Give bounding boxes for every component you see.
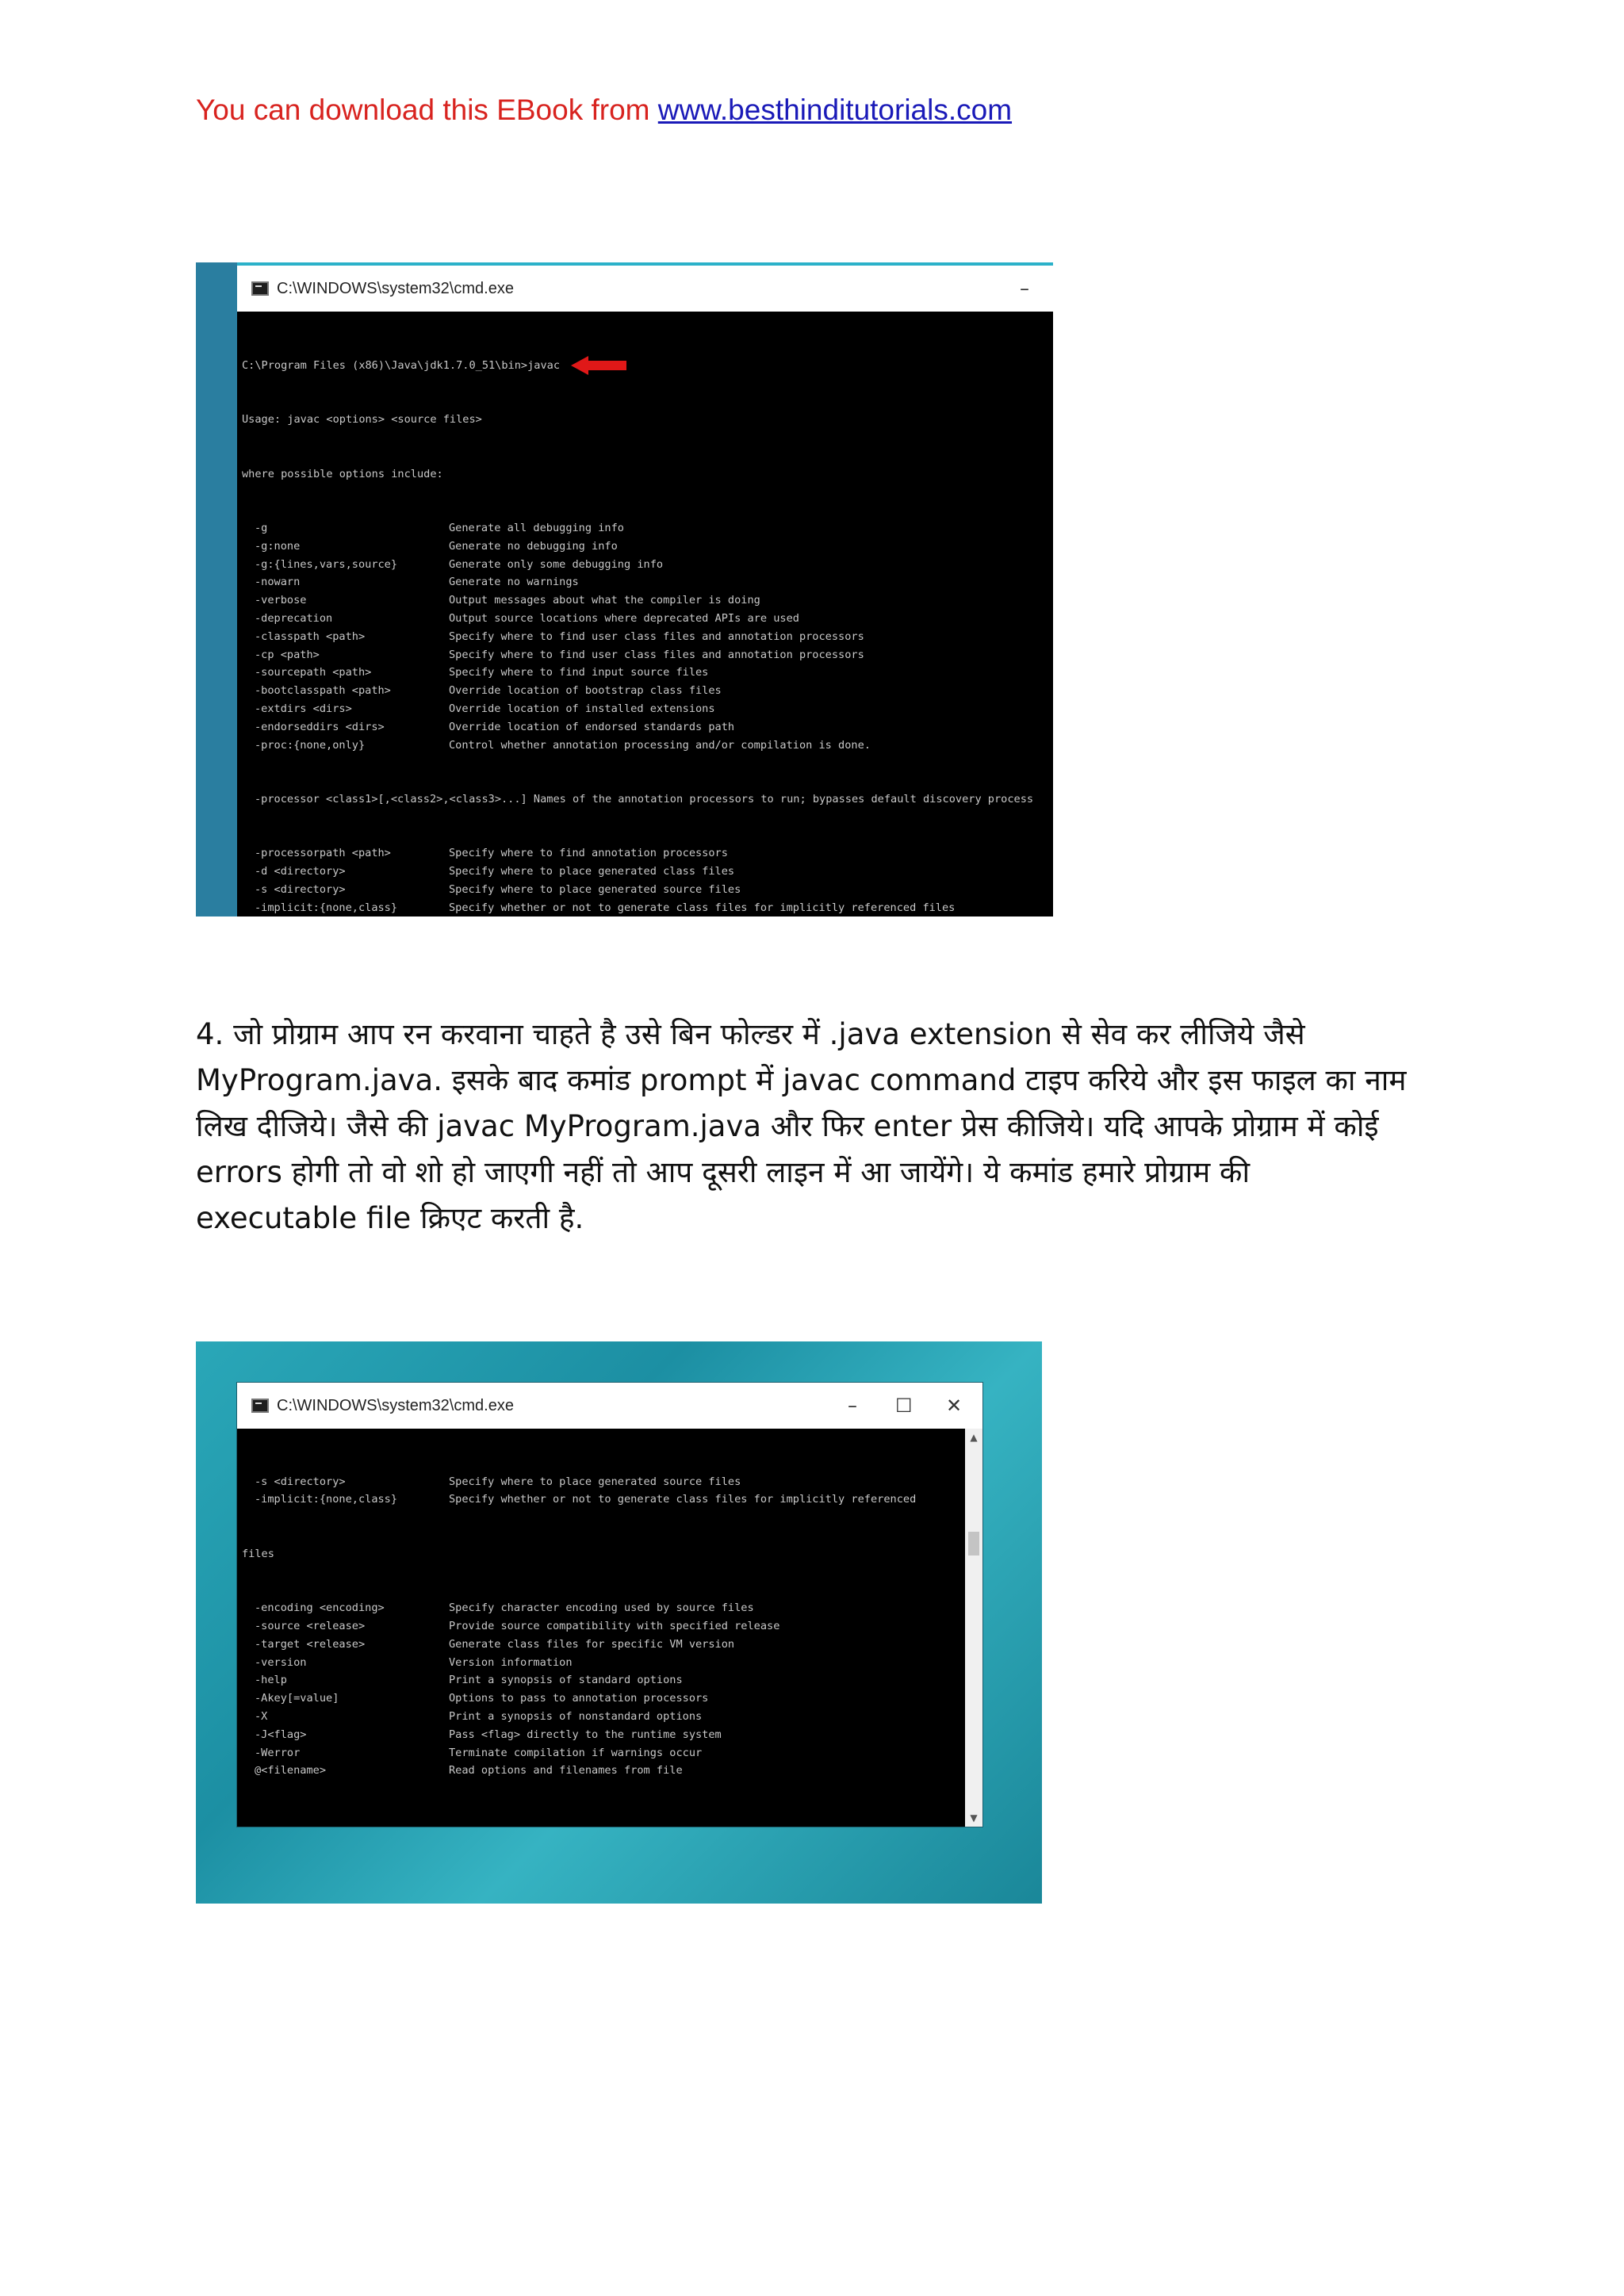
- option-row: [242, 1726, 960, 1744]
- option-row: [242, 863, 1048, 881]
- option-row: [242, 538, 1048, 556]
- prompt-command: C:\Program Files (x86)\Java\jdk1.7.0_51\bin>javac: [242, 358, 561, 372]
- option-description: Print a synopsis of nonstandard options: [449, 1709, 703, 1723]
- option-row: [242, 664, 1048, 682]
- cmd-window: [237, 1383, 982, 1827]
- option-description: Version information: [449, 1655, 573, 1669]
- option-flag: -nowarn: [255, 576, 301, 589]
- option-description: Specify where to place generated class files: [449, 865, 735, 878]
- option-row: [242, 1708, 960, 1726]
- option-row: [242, 682, 1048, 700]
- cmd-screenshot-javac-options: [196, 262, 1053, 916]
- option-flag: -g:{lines,vars,source}: [255, 557, 398, 571]
- usage-line: Usage: javac <options> <source files>: [242, 413, 482, 427]
- cmd-window: [237, 266, 1053, 916]
- option-description: Specify where to find annotation processors: [449, 847, 728, 860]
- option-description: Generate all debugging info: [449, 521, 624, 534]
- red-arrow-icon: [571, 356, 588, 375]
- option-flag: -J<flag>: [255, 1728, 307, 1741]
- option-row: [242, 610, 1048, 628]
- option-row: [242, 844, 1048, 863]
- cmd-app-icon: [251, 281, 269, 296]
- option-flag: -encoding <encoding>: [255, 1601, 385, 1615]
- options-list-2: [242, 844, 1048, 916]
- option-description: Specify where to place generated source files: [449, 1475, 741, 1488]
- scroll-up-icon[interactable]: ▲: [970, 1432, 978, 1443]
- option-description: Specify whether or not to generate class files for implicitly referenced: [449, 1493, 917, 1506]
- cmd-screenshot-javac-compile: [196, 1341, 1042, 1904]
- blank-line: [242, 1816, 960, 1827]
- option-flag: -g: [255, 521, 268, 534]
- option-row: [242, 881, 1048, 899]
- scroll-down-icon[interactable]: ▼: [970, 1812, 978, 1823]
- processor-line: -processor <class1>[,<class2>,<class3>...] Names of the annotation processors to run; bypasses default discovery process: [255, 792, 1034, 806]
- console-output: [237, 312, 1053, 916]
- option-description: Output source locations where deprecated APIs are used: [449, 611, 799, 625]
- cmd-window-title: C:\WINDOWS\system32\cmd.exe: [277, 1396, 514, 1414]
- option-flag: -sourcepath <path>: [255, 666, 372, 679]
- cmd-window-title: C:\WINDOWS\system32\cmd.exe: [277, 279, 514, 297]
- download-notice: [196, 94, 1012, 127]
- option-flag: -extdirs <dirs>: [255, 702, 352, 715]
- option-description: Override location of installed extensions: [449, 702, 715, 715]
- option-description: Override location of endorsed standards path: [449, 720, 735, 733]
- option-description: Print a synopsis of standard options: [449, 1674, 683, 1687]
- option-description: Read options and filenames from file: [449, 1764, 683, 1777]
- option-description: Specify character encoding used by source files: [449, 1601, 754, 1615]
- option-description: Provide source compatibility with specified release: [449, 1619, 780, 1632]
- option-flag: -deprecation: [255, 611, 333, 625]
- option-row: [242, 718, 1048, 737]
- option-row: [242, 1689, 960, 1708]
- minimize-button[interactable]: –: [848, 1395, 857, 1417]
- option-row: [242, 519, 1048, 538]
- option-row: [242, 1671, 960, 1689]
- option-flag: -d <directory>: [255, 865, 346, 878]
- option-description: Generate no warnings: [449, 576, 579, 589]
- options-list: [242, 519, 1048, 754]
- option-flag: -X: [255, 1709, 268, 1723]
- option-row: [242, 573, 1048, 591]
- option-description: Override location of bootstrap class files: [449, 684, 722, 698]
- options-list-2: [242, 1599, 960, 1780]
- option-row: [242, 556, 1048, 574]
- option-flag: -Akey[=value]: [255, 1692, 339, 1705]
- option-row: [242, 1473, 960, 1491]
- option-flag: -s <directory>: [255, 1475, 346, 1488]
- option-flag: -implicit:{none,class}: [255, 901, 398, 914]
- option-row: [242, 1744, 960, 1762]
- scroll-thumb[interactable]: [968, 1532, 979, 1556]
- cmd-titlebar: [237, 266, 1053, 312]
- option-flag: -classpath <path>: [255, 629, 366, 643]
- options-intro-line: where possible options include:: [242, 467, 443, 480]
- option-description: Options to pass to annotation processors: [449, 1692, 709, 1705]
- cmd-titlebar: [237, 1383, 982, 1429]
- maximize-button[interactable]: ☐: [895, 1395, 913, 1417]
- option-row: [242, 1636, 960, 1654]
- option-row: [242, 700, 1048, 718]
- option-description: Specify where to find user class files and annotation processors: [449, 629, 864, 643]
- option-description: Specify whether or not to generate class files for implicitly referenced files: [449, 901, 956, 914]
- option-flag: -g:none: [255, 539, 301, 553]
- option-description: Generate no debugging info: [449, 539, 618, 553]
- option-row: [242, 899, 1048, 916]
- option-flag: -source <release>: [255, 1619, 366, 1632]
- option-flag: -proc:{none,only}: [255, 738, 366, 752]
- option-flag: -verbose: [255, 594, 307, 607]
- desktop-background: [196, 262, 237, 916]
- option-flag: -version: [255, 1655, 307, 1669]
- option-row: [242, 1617, 960, 1636]
- option-description: Control whether annotation processing and/or compilation is done.: [449, 738, 871, 752]
- option-description: Terminate compilation if warnings occur: [449, 1746, 703, 1759]
- option-flag: -endorseddirs <dirs>: [255, 720, 385, 733]
- option-row: [242, 1599, 960, 1617]
- option-description: Specify where to find user class files and annotation processors: [449, 648, 864, 661]
- option-row: [242, 1654, 960, 1672]
- option-row: [242, 591, 1048, 610]
- option-row: [242, 1490, 960, 1509]
- options-list: [242, 1473, 960, 1510]
- website-link[interactable]: www.besthinditutorials.com: [657, 94, 1013, 126]
- option-flag: -implicit:{none,class}: [255, 1493, 398, 1506]
- option-flag: -s <directory>: [255, 882, 346, 896]
- option-description: Specify where to place generated source files: [449, 882, 741, 896]
- option-row: [242, 1762, 960, 1780]
- option-description: Generate only some debugging info: [449, 557, 664, 571]
- cmd-app-icon: [251, 1399, 269, 1413]
- download-notice-text: You can download this EBook from: [196, 94, 658, 126]
- prompt-line: [242, 356, 1048, 375]
- option-description: Output messages about what the compiler is doing: [449, 594, 760, 607]
- minimize-button[interactable]: –: [1020, 277, 1029, 300]
- option-row: [242, 737, 1048, 755]
- option-flag: -Werror: [255, 1746, 301, 1759]
- option-flag: @<filename>: [255, 1764, 327, 1777]
- option-flag: -help: [255, 1674, 287, 1687]
- wrapped-line: files: [242, 1547, 274, 1560]
- instruction-paragraph: 4. जो प्रोग्राम आप रन करवाना चाहते है उसे बिन फोल्डर में .java extension से सेव कर लीजिये जैसे MyProgram.java. इसके बाद कमांड prompt में javac command टाइप करिये और इस फाइल का नाम लिख दीजिये। जैसे की javac MyProgram.java और फिर enter प्रेस कीजिये। यदि आपके प्रोग्राम में कोई errors होगी तो वो शो हो जाएगी नहीं तो आप दूसरी लाइन में आ जायेंगे। ये कमांड हमारे प्रोग्राम की executable file क्रिएट करती है.: [196, 1017, 1407, 1235]
- option-description: Generate class files for specific VM version: [449, 1637, 735, 1651]
- option-row: [242, 628, 1048, 646]
- option-description: Pass <flag> directly to the runtime system: [449, 1728, 722, 1741]
- option-description: Specify where to find input source files: [449, 666, 709, 679]
- console-output: [237, 1429, 965, 1827]
- option-flag: -target <release>: [255, 1637, 366, 1651]
- option-flag: -cp <path>: [255, 648, 320, 661]
- option-row: [242, 646, 1048, 664]
- scrollbar[interactable]: [965, 1429, 982, 1827]
- close-button[interactable]: ✕: [946, 1395, 963, 1417]
- option-flag: -processorpath <path>: [255, 847, 391, 860]
- option-flag: -bootclasspath <path>: [255, 684, 391, 698]
